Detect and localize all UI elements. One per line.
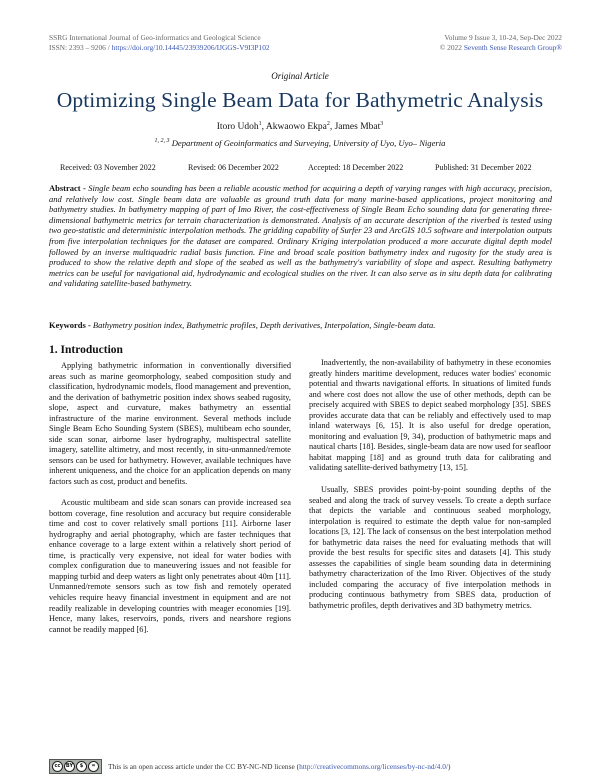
by-icon: BY: [64, 761, 75, 772]
issn: ISSN: 2393 – 9206 /: [49, 43, 110, 52]
volume-info: Volume 9 Issue 3, 10-24, Sep-Dec 2022: [444, 33, 562, 42]
affiliation: [0, 138, 600, 148]
abstract-text: Single beam echo sounding has been a reliable acoustic method for acquiring a depth of varying ranges with high accuracy, precision, and relatively low cost. Single beam data are valuable as ground truth data for many marine-based applications, project monitoring and bathymetry studies. In bathymetry mapping of part of Imo River, the cost-effectiveness of Single Beam Echo sounding data for generating three-dimensional bathymetric metrics for terrain characterization is demonstrated. Analysis of an accurate description of the riverbed is tested using two geo-statistic and deterministic interpolation methods. The gridding capability of Surfer 23 and ArcGIS 10.5 software and interpolation outputs from five interpolation techniques for the dataset are compared. Ordinary Kriging interpolation produced a more accurate digital depth model followed by an inverse multiquadric radial basis function. Fine and broad scale position bathymetry index and rugosity for the study area is produced to show the relative depth and slope of the seabed as well as the bathymetry's variability of slope and aspect. Resulting bathymetry metrics can be useful for navigational aid, hydrodynamic and ecological studies on the river. It can also serve as in situ depth data for calibrating and validating satellite-based bathymetry.: [49, 183, 552, 289]
body-paragraph: Applying bathymetric information in conventionally diversified areas such as marine geomorphology, seabed composition study and classification, hydrodynamic models, flood management and prevention, and the derivation of bathymetric position index shows seabed rugosity, slope, aspect and curvature, makes bathymetry an essential infrastructure of the marine environment. Several methods include Single Beam Echo Sounding System (SBES), multibeam echo sounder, side scan sonar, airborne laser hydrography, multispectral satellite imagery, satellite altimetry, and most recently, in situ-unmanned/remote sensors can be used for bathymetry. However, available techniques have inherent uniqueness, and the choice for an application depends on many factors such as cost, product and benefits.: [49, 361, 291, 487]
body-paragraph: Acoustic multibeam and side scan sonars can provide increased sea bottom coverage, fine resolution and accuracy but require considerable time and cost to cover relatively small portions [11]. Airborne laser hydrography and aerial photography, which are faster techniques that enhance coverage to a large extent within a relatively short period of time, is practically very expensive, not ideal for water bodies with complex configuration due to maneuvering issues and not feasible for mapping turbid and deep waters as light only penetrates about 40m [11]. Unmanned/remote sensors such as tow fish and remotely operated vehicles require heavy financial investment in equipment and are not readily realizable in developing countries with meager economies [19]. Hence, many lakes, reservoirs, ponds, rivers and nearshore regions cannot be readily mapped [6].: [49, 498, 291, 634]
copyright-year: © 2022: [439, 43, 462, 52]
affiliation-mark: 1, 2, 3: [154, 138, 170, 145]
abstract: [49, 183, 552, 289]
keywords-text: Bathymetry position index, Bathymetric profiles, Depth derivatives, Interpolation, Single-beam data.: [92, 320, 436, 330]
license-text: This is an open access article under the CC BY-NC-ND license (http://creativecommons.org/licenses/by-nc-nd/4.0/): [108, 762, 451, 771]
left-column: [49, 343, 291, 646]
paper-title: Optimizing Single Beam Data for Bathymetric Analysis: [56, 88, 544, 112]
author-name: Akwaowo Ekpa: [265, 122, 327, 133]
affiliation-text: Department of Geoinformatics and Surveying, University of Uyo, Uyo– Nigeria: [171, 138, 446, 148]
body-paragraph: Usually, SBES provides point-by-point sounding depths of the seabed and along the track of survey vessels. To create a depth surface that depicts the variable and continuous seabed morphology, interpolation is required to estimate the depth value for non-sampled locations [3, 12]. The lack of consensus on the best interpolation method for bathymetric data raises the need for evaluating methods that will provide the best results for specific sites and datasets [4]. This study assesses the capabilities of single beam sounding data in determining bathymetry characterization of the Imo River. Objectives of the study included comparing the accuracy of five interpolation methods in producing continuous bathymetry from SBES data, production of bathymetric profiles, depth derivatives and 3D bathymetry metrics.: [309, 485, 551, 611]
author-name: Itoro Udoh: [216, 122, 259, 133]
doi-link[interactable]: https://doi.org/10.14445/23939206/IJGGS-V9I3P102: [111, 43, 270, 52]
license-footer: [49, 759, 552, 774]
author-name: James Mbat: [334, 122, 381, 133]
journal-header: [49, 33, 270, 53]
license-link[interactable]: http://creativecommons.org/licenses/by-nc-nd/4.0/: [299, 762, 448, 771]
right-column: [309, 358, 551, 623]
publisher-link[interactable]: Seventh Sense Research Group®: [463, 43, 562, 52]
nc-icon: $: [76, 761, 87, 772]
volume-header: [440, 33, 562, 53]
issn-line: [49, 43, 270, 53]
author-affil-mark: 3: [380, 121, 384, 127]
journal-name: SSRG International Journal of Geo-informatics and Geological Science: [49, 33, 261, 42]
section-heading: 1. Introduction: [49, 344, 123, 356]
author-list: Itoro Udoh$^1$, Akwaowo Ekpa$^2$, James Mbat$^3$: [216, 121, 384, 133]
author-affil-mark: 1: [258, 121, 262, 127]
cc-license-badge[interactable]: [49, 759, 102, 774]
date-published: Published: 31 December 2022: [435, 163, 532, 172]
abstract-label: Abstract -: [49, 183, 86, 193]
cc-icon: cc: [52, 761, 63, 772]
article-type: Original Article: [271, 71, 329, 81]
date-revised: Revised: 06 December 2022: [188, 163, 279, 172]
keywords-label: Keywords -: [49, 320, 91, 330]
keywords: [49, 320, 552, 330]
date-received: Received: 03 November 2022: [60, 163, 156, 172]
copyright-line: [440, 43, 562, 53]
nd-icon: =: [88, 761, 99, 772]
author-affil-mark: 2: [326, 121, 330, 127]
date-accepted: Accepted: 18 December 2022: [308, 163, 404, 172]
body-paragraph: Inadvertently, the non-availability of bathymetry in these economies greatly hinders maritime development, reduces water bodies' economic potential and thwarts navigational efforts. In situations of limited funds and where cost does not allow the use of other methods, depth can be precisely acquired with SBES to depict seabed morphology [35]. SBES provides accurate data that can be reliably and effectively used to map inland waterways [6, 15]. It is also useful for dredge operation, monitoring and evaluation [9, 34), production of bathymetric maps and nautical charts [18]. Besides, single-beam data are now used for seafloor habitat mapping [18] and as ground truth data for calibrating and validating satellite-derived bathymetry [13, 15].: [309, 358, 551, 473]
